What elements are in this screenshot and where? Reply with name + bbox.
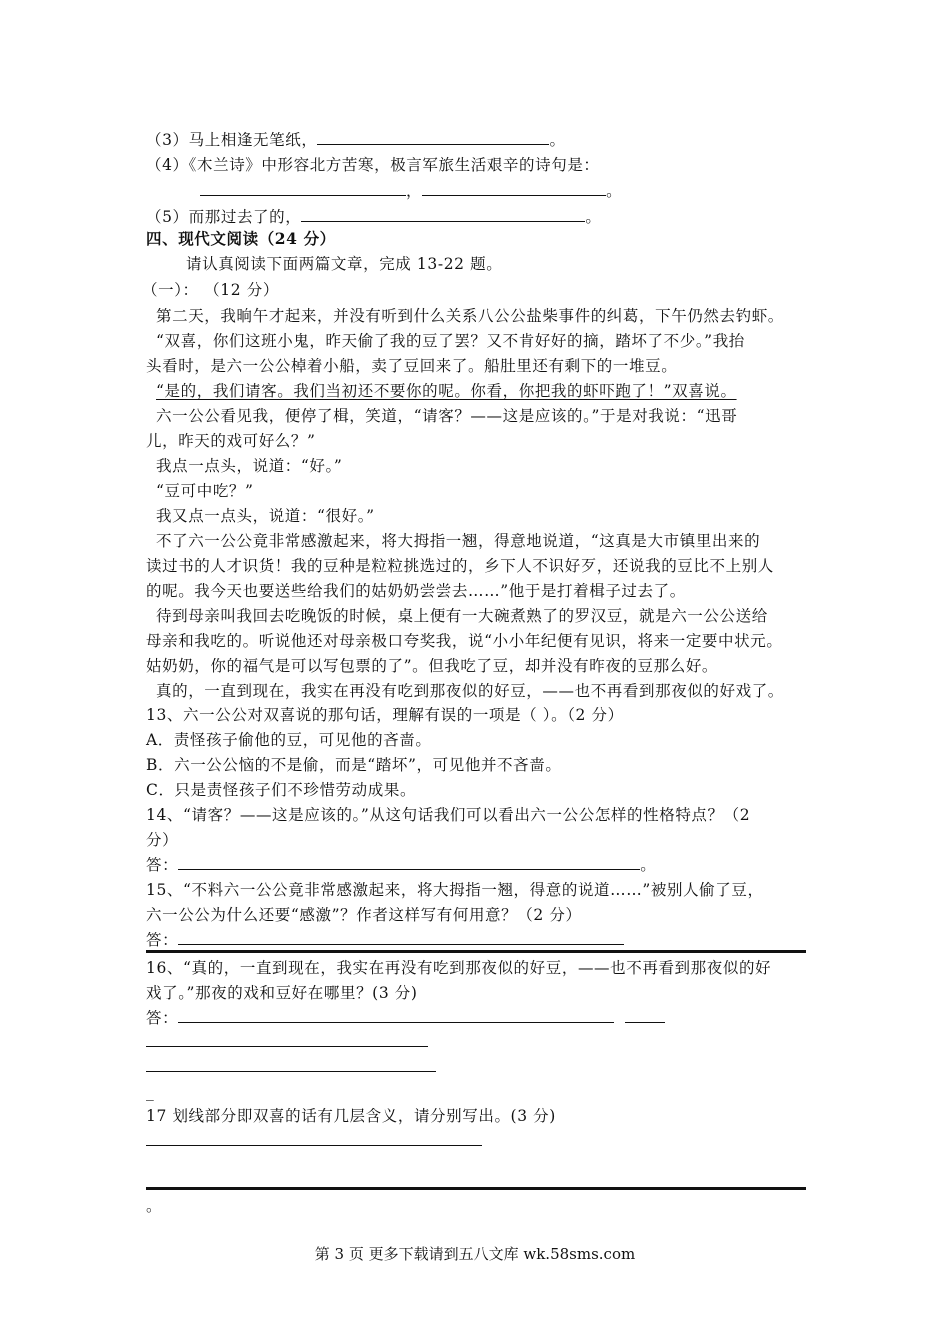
fill-in-q5 [146, 207, 601, 227]
q3-suffix: 。 [549, 131, 566, 149]
answer-label: 答： [146, 856, 179, 874]
q16-answer-line-3 [146, 1071, 436, 1072]
q16-dash: _ [146, 1083, 155, 1101]
question-17: 17 划线部分即双喜的话有几层含义，请分别写出。(3 分) [146, 1107, 556, 1125]
bottom-rule [146, 1187, 806, 1190]
section-instruction: 请认真阅读下面两篇文章，完成 13-22 题。 [186, 255, 503, 273]
passage-paragraph-4b: 儿，昨天的戏可好么？” [146, 432, 316, 450]
question-15: 15、“不料六一公公竟非常感激起来，将大拇指一翘，得意的说道……”被别人偷了豆， [146, 881, 764, 899]
question-16-answer [146, 1008, 665, 1028]
q16-answer-line-2 [146, 1046, 428, 1047]
passage-paragraph-8c: 的呢。我今天也要送些给我们的姑奶奶尝尝去……”他于是打着楫子过去了。 [146, 582, 686, 600]
passage-paragraph-6: “豆可中吃？” [156, 482, 254, 500]
passage-paragraph-9a: 待到母亲叫我回去吃晚饭的时候，桌上便有一大碗煮熟了的罗汉豆，就是六一公公送给 [156, 607, 768, 625]
passage-paragraph-8a: 不了六一公公竟非常感激起来，将大拇指一翘，得意地说道，“这真是大市镇里出来的 [156, 532, 761, 550]
passage-paragraph-2a: “双喜，你们这班小鬼，昨天偷了我的豆了罢？又不肯好好的摘，踏坏了不少。”我抬 [156, 332, 745, 350]
passage-paragraph-5: 我点一点头，说道：“好。” [156, 457, 343, 475]
q4-blank-2 [422, 181, 606, 196]
q15-answer-blank [178, 930, 624, 945]
question-13-option-b: B．六一公公恼的不是偷，而是“踏坏”，可见他并不吝啬。 [146, 756, 562, 774]
separator-rule [146, 950, 806, 953]
passage-paragraph-10: 真的，一直到现在，我实在再没有吃到那夜似的好豆，——也不再看到那夜似的好戏了。 [156, 682, 784, 700]
end-mark: 。 [146, 1197, 163, 1215]
passage-paragraph-4a: 六一公公看见我，便停了楫，笑道，“请客？——这是应该的。”于是对我说：“迅哥 [156, 407, 738, 425]
question-15-answer [146, 930, 624, 950]
fill-in-q4-blanks [200, 181, 622, 201]
q3-blank [317, 130, 549, 145]
passage-underlined-sentence: “是的，我们请客。我们当初还不要你的呢。你看，你把我的虾吓跑了！”双喜说。 [156, 382, 737, 400]
fill-in-q3 [146, 130, 566, 150]
passage-paragraph-9c: 姑奶奶，你的福气是可以写包票的了”。但我吃了豆，却并没有昨夜的豆那么好。 [146, 657, 719, 675]
q5-suffix: 。 [585, 208, 602, 226]
passage-paragraph-7: 我又点一点头，说道：“很好。” [156, 507, 375, 525]
part-label: （一）： （12 分） [142, 281, 279, 299]
q16-answer-blank-2 [625, 1008, 665, 1023]
passage-paragraph-2b: 头看时，是六一公公棹着小船，卖了豆回来了。船肚里还有剩下的一堆豆。 [146, 357, 678, 375]
q14-suffix: 。 [640, 856, 657, 874]
passage-paragraph-1: 第二天，我晌午才起来，并没有听到什么关系八公公盐柴事件的纠葛，下午仍然去钓虾。 [156, 307, 784, 325]
passage-paragraph-9b: 母亲和我吃的。听说他还对母亲极口夸奖我，说“小小年纪便有见识，将来一定要中状元。 [146, 632, 783, 650]
page-footer: 第 3 页 更多下载请到五八文库 wk.58sms.com [314, 1245, 636, 1263]
answer-label: 答： [146, 1009, 179, 1027]
q17-answer-line [146, 1145, 482, 1146]
q14-answer-blank [178, 855, 640, 870]
question-14-answer [146, 855, 656, 875]
question-14-cont: 分） [146, 831, 179, 849]
q3-text: （3）马上相逢无笔纸， [146, 131, 318, 149]
question-13: 13、六一公公对双喜说的那句话，理解有误的一项是（ ）。（2 分） [146, 706, 624, 724]
section-heading: 四、现代文阅读（24 分） [146, 229, 336, 248]
q4-comma: ， [406, 182, 423, 200]
question-14: 14、“请客？——这是应该的。”从这句话我们可以看出六一公公怎样的性格特点？（2 [146, 806, 751, 824]
question-13-option-a: A．责怪孩子偷他的豆，可见他的吝啬。 [146, 731, 432, 749]
fill-in-q4: （4）《木兰诗》中形容北方苦寒，极言军旅生活艰辛的诗句是： [146, 156, 600, 174]
question-13-option-c: C．只是责怪孩子们不珍惜劳动成果。 [146, 781, 417, 799]
passage-paragraph-8b: 读过书的人才识货！我的豆种是粒粒挑选过的，乡下人不识好歹，还说我的豆比不上别人 [146, 557, 774, 575]
q4-blank-1 [200, 181, 406, 196]
q16-answer-blank-1 [178, 1008, 614, 1023]
q4-suffix: 。 [606, 182, 623, 200]
q5-blank [301, 207, 585, 222]
question-16: 16、“真的，一直到现在，我实在再没有吃到那夜似的好豆，——也不再看到那夜似的好 [146, 959, 772, 977]
q5-text: （5）而那过去了的， [146, 208, 302, 226]
question-15-cont: 六一公公为什么还要“感激”？作者这样写有何用意？（2 分） [146, 906, 582, 924]
answer-label: 答： [146, 931, 179, 949]
question-16-cont: 戏了。”那夜的戏和豆好在哪里？(3 分) [146, 984, 418, 1002]
